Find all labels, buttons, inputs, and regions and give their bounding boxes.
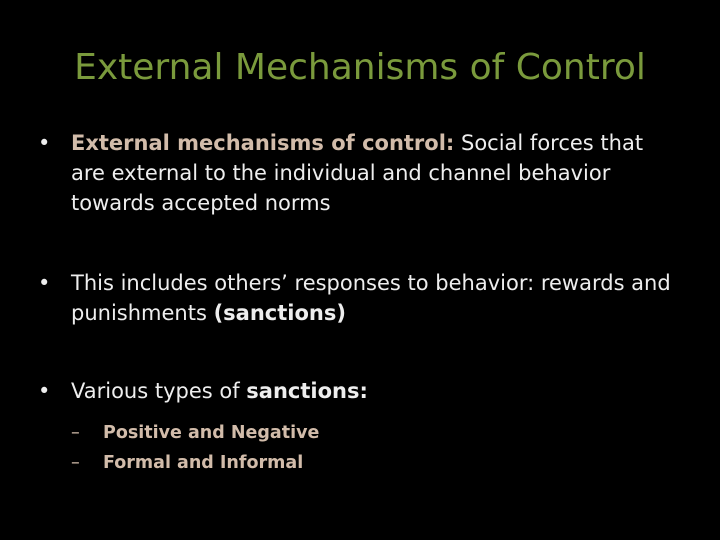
bullet-item-responses (38, 268, 678, 328)
bullet-item-types-of-sanctions (38, 376, 678, 478)
bullet-marker: • (38, 131, 51, 155)
bullet-item-external-mechanisms (38, 128, 678, 218)
sub-bullet-item (71, 448, 678, 478)
bullet-emphasis: sanctions: (246, 379, 368, 403)
sub-bullet-text: Positive and Negative (103, 423, 320, 443)
sub-bullet-marker: – (71, 423, 80, 443)
bullet-marker: • (38, 379, 51, 403)
bullet-term: External mechanisms of control: (71, 131, 455, 155)
bullet-text: This includes others’ responses to behavior: rewards and punishments (71, 271, 671, 325)
bullet-text: Social forces that are external to the individual and channel behavior towards accepted norms (71, 131, 644, 215)
sub-bullet-marker: – (71, 453, 80, 473)
slide-title: External Mechanisms of Control (74, 47, 646, 88)
bullet-list (38, 128, 678, 478)
sub-bullet-list (71, 418, 678, 478)
bullet-text: Various types of (71, 379, 247, 403)
sub-bullet-text: Formal and Informal (103, 453, 304, 473)
bullet-emphasis: (sanctions) (213, 301, 346, 325)
bullet-marker: • (38, 271, 51, 295)
sub-bullet-item (71, 418, 678, 448)
